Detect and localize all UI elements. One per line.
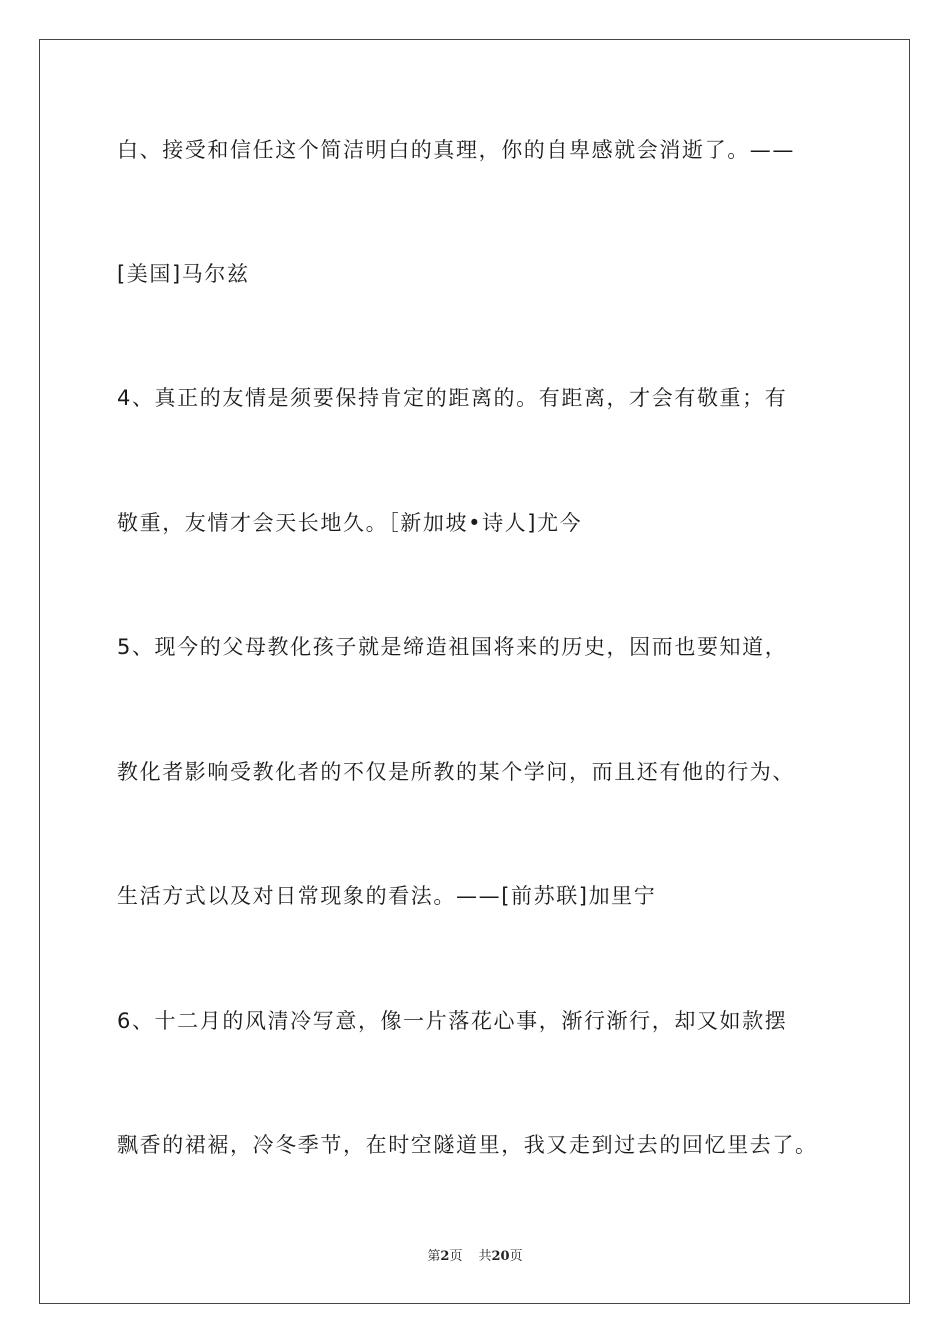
page-prefix: 第 [427,1249,441,1264]
text-line-5: 5、现今的父母教化孩子就是缔造祖国将来的历史，因而也要知道， [117,635,788,659]
page-suffix: 页 [449,1249,463,1264]
text-line-7: 生活方式以及对日常现象的看法。——[前苏联]加里宁 [117,884,657,908]
total-pages: 20 [491,1249,510,1264]
text-line-8: 6、十二月的风清冷写意，像一片落花心事，渐行渐行，却又如款摆 [117,1009,788,1033]
text-line-6: 教化者影响受教化者的不仅是所教的某个学问，而且还有他的行为、 [117,760,795,784]
total-suffix: 页 [509,1249,523,1264]
text-line-9: 飘香的裙裾，冷冬季节，在时空隧道里，我又走到过去的回忆里去了。 [117,1133,818,1157]
page-footer [0,1248,950,1266]
total-prefix: 共 [478,1249,492,1264]
text-line-1: 白、接受和信任这个简洁明白的真理，你的自卑感就会消逝了。—— [117,138,795,162]
text-line-4: 敬重，友情才会天长地久。［新加坡•诗人]尤今 [117,511,583,535]
page-number: 2 [440,1249,450,1264]
text-line-2: [美国]马尔兹 [117,262,250,286]
page-border [39,39,910,1304]
text-line-3: 4、真正的友情是须要保持肯定的距离的。有距离，才会有敬重；有 [117,386,788,410]
